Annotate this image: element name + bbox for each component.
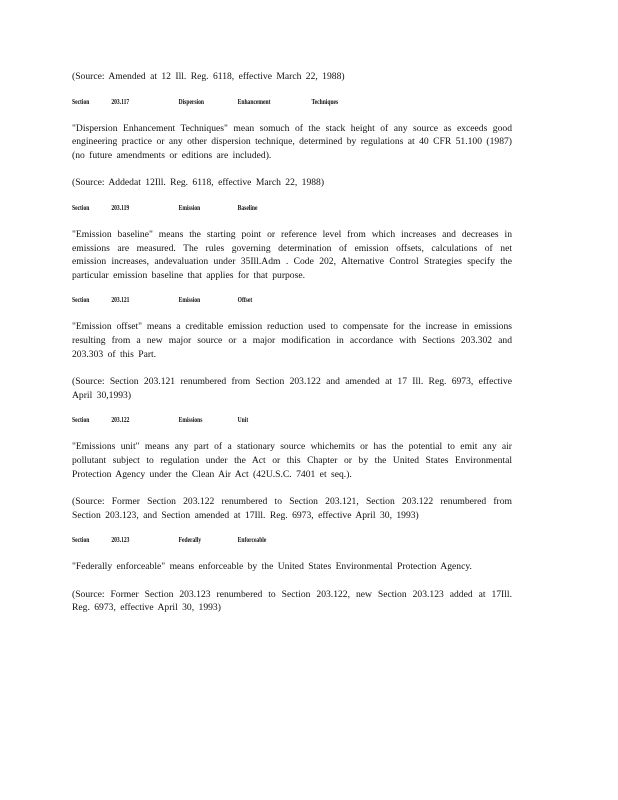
source-note-203-123: (Source: Former Section 203.123 renumbered to Section 203.122, new Section 203.123 added at 17Ill. Reg. 6973, effective April 30, 1993) [72,588,512,614]
section-title-word: Emissions [178,417,203,425]
definition-203-121: "Emission offset" means a creditable emission reduction used to compensate for the increase in emissions resulting from a new major source or a major modification in accordance with Sections 203.302 and 203.303 of this Part. [72,321,512,360]
section-label: Section [72,297,90,305]
section-heading-203-119 [72,204,433,214]
section-title-word: Baseline [237,204,258,212]
source-note-top: (Source: Amended at 12 Ill. Reg. 6118, effective March 22, 1988) [72,71,345,82]
section-heading-203-122 [72,416,433,426]
section-number: 203.119 [111,204,130,212]
section-title-word: Dispersion [178,98,204,106]
definition-203-122: "Emissions unit" means any part of a stationary source whichemits or has the potential to emit any air pollutant subject to regulation under the Act or this Chapter or by the United States Environmental Protection Agency under the Clean Air Act (42U.S.C. 7401 et seq.). [72,441,512,480]
section-heading-203-123 [72,536,433,546]
section-title-word: Emission [178,297,201,305]
section-label: Section [72,204,90,212]
section-number: 203.122 [111,417,130,425]
section-title-word: Techniques [311,98,339,106]
section-label: Section [72,417,90,425]
section-number: 203.123 [111,537,130,545]
section-title-word: Enhancement [237,98,271,106]
definition-203-119: "Emission baseline" means the starting point or reference level from which increases and decreases in emissions are measured. The rules governing determination of emission offsets, calculations of net emission increases, andevaluation under 35Ill.Adm . Code 202, Alternative Control Strategies specify the particular emission baseline that applies for that purpose. [72,228,512,281]
section-label: Section [72,537,90,545]
section-title-word: Emission [178,204,201,212]
source-note-203-122: (Source: Former Section 203.122 renumbered to Section 203.121, Section 203.122 renumbered from Section 203.123, and Section amended at 17Ill. Reg. 6973, effective April 30, 1993) [72,496,512,521]
definition-203-123: "Federally enforceable" means enforceable by the United States Environmental Protection Agency. [72,561,472,573]
section-number: 203.121 [111,297,130,305]
definition-203-117: "Dispersion Enhancement Techniques" mean somuch of the stack height of any source as exceeds good engineering practice or any other dispersion technique, determined by regulations at 40 CFR 51.100 (1987) (no future amendments or editions are included). [72,122,512,161]
section-title-word: Offset [237,297,253,305]
section-title-word: Federally [178,537,202,545]
source-note-203-121: (Source: Section 203.121 renumbered from Section 203.122 and amended at 17 Ill. Reg. 6973, effective April 30,1993) [72,376,512,401]
section-heading-203-117 [72,98,433,108]
section-title-word: Enforceable [237,537,267,545]
section-number: 203.117 [111,98,130,106]
source-note-203-117: (Source: Addedat 12Ill. Reg. 6118, effective March 22, 1988) [72,177,325,189]
section-heading-203-121 [72,296,433,306]
section-title-word: Unit [237,417,249,425]
document-page [72,70,512,629]
section-label: Section [72,98,90,106]
